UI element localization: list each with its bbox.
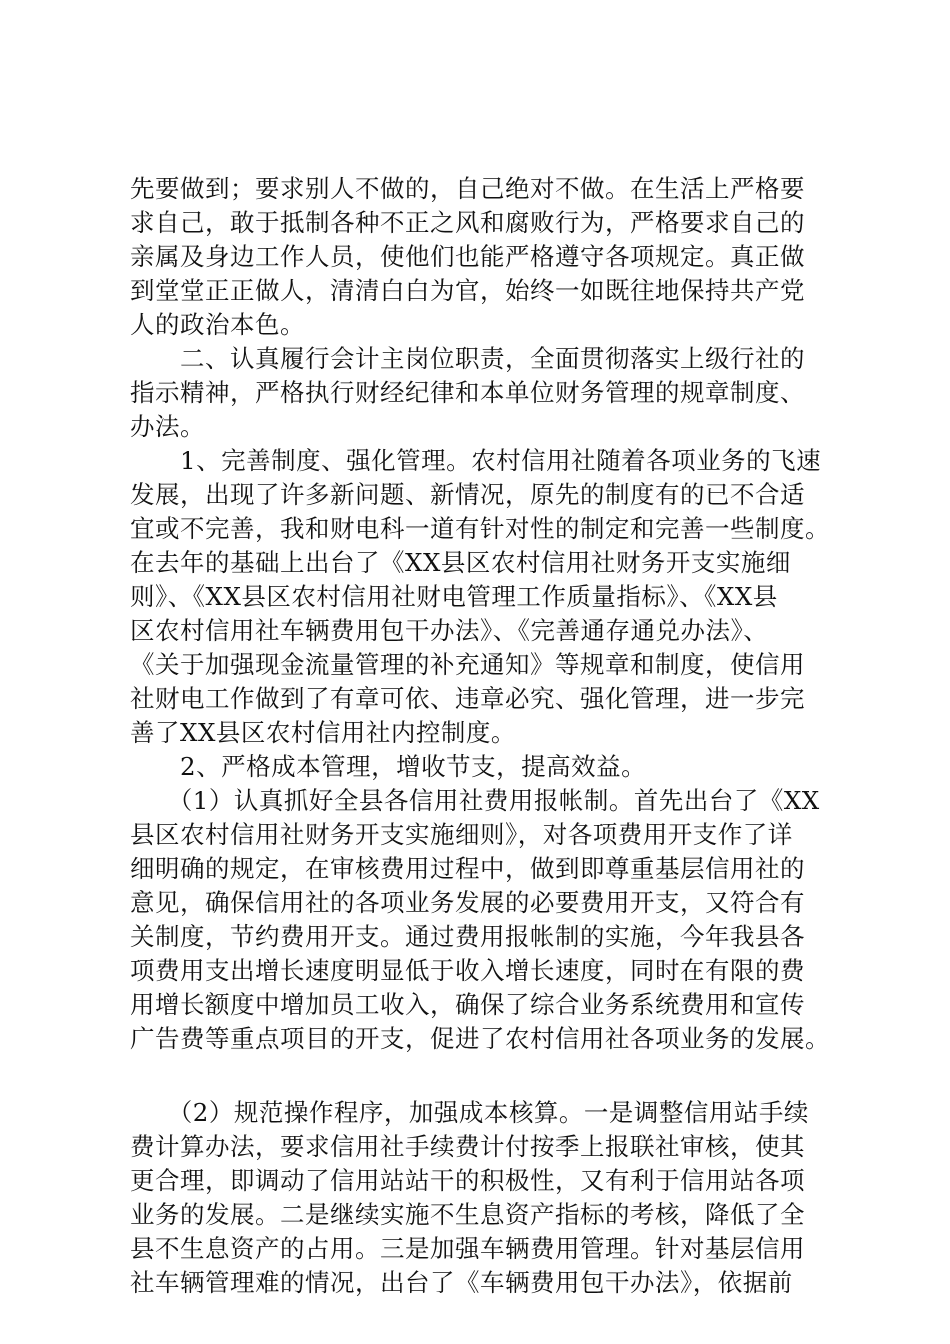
text-line: 广告费等重点项目的开支，促进了农村信用社各项业务的发展。 <box>130 1024 830 1053</box>
text-line: 指示精神，严格执行财经纪律和本单位财务管理的规章制度、 <box>130 378 805 407</box>
text-line: 发展，出现了许多新问题、新情况，原先的制度有的已不合适 <box>130 480 805 509</box>
text-line: 县区农村信用社财务开支实施细则》，对各项费用开支作了详 <box>130 820 793 849</box>
text-line: 社财电工作做到了有章可依、违章必究、强化管理，进一步完 <box>130 684 805 713</box>
text-line: （1）认真抓好全县各信用社费用报帐制。首先出台了《XX <box>130 786 820 815</box>
text-line: 办法。 <box>130 412 205 441</box>
text-line: 求自己，敢于抵制各种不正之风和腐败行为，严格要求自己的 <box>130 208 805 237</box>
text-line: 意见，确保信用社的各项业务发展的必要费用开支，又符合有 <box>130 888 805 917</box>
text-line: 费计算办法，要求信用社手续费计付按季上报联社审核，使其 <box>130 1132 805 1161</box>
text-line: 《关于加强现金流量管理的补充通知》等规章和制度，使信用 <box>130 650 805 679</box>
text-line: 宜或不完善，我和财电科一道有针对性的制定和完善一些制度。 <box>130 514 830 543</box>
text-line: 关制度，节约费用开支。通过费用报帐制的实施，今年我县各 <box>130 922 805 951</box>
section-heading: 二、认真履行会计主岗位职责，全面贯彻落实上级行社的 <box>130 344 805 373</box>
text-line: 先要做到；要求别人不做的，自己绝对不做。在生活上严格要 <box>130 174 805 203</box>
text-line: 则》、《XX县区农村信用社财电管理工作质量指标》、《XX县 <box>130 582 778 611</box>
text-line: 亲属及身边工作人员，使他们也能严格遵守各项规定。真正做 <box>130 242 805 271</box>
text-line: 项费用支出增长速度明显低于收入增长速度，同时在有限的费 <box>130 956 805 985</box>
text-line: 区农村信用社车辆费用包干办法》、《完善通存通兑办法》、 <box>130 616 769 645</box>
text-line: 用增长额度中增加员工收入，确保了综合业务系统费用和宣传 <box>130 990 805 1019</box>
text-line: 到堂堂正正做人，清清白白为官，始终一如既往地保持共产党 <box>130 276 805 305</box>
text-line: 在去年的基础上出台了《XX县区农村信用社财务开支实施细 <box>130 548 791 577</box>
text-line: 业务的发展。二是继续实施不生息资产指标的考核，降低了全 <box>130 1200 805 1229</box>
text-line: 细明确的规定，在审核费用过程中，做到即尊重基层信用社的 <box>130 854 805 883</box>
text-line: 县不生息资产的占用。三是加强车辆费用管理。针对基层信用 <box>130 1234 805 1263</box>
subsection-heading: 2、严格成本管理，增收节支，提高效益。 <box>130 752 647 781</box>
text-line: 更合理，即调动了信用站站干的积极性，又有利于信用站各项 <box>130 1166 805 1195</box>
text-line: 善了XX县区农村信用社内控制度。 <box>130 718 516 747</box>
text-line: 社车辆管理难的情况，出台了《车辆费用包干办法》，依据前 <box>130 1268 793 1297</box>
text-line: （2）规范操作程序，加强成本核算。一是调整信用站手续 <box>130 1098 809 1127</box>
subsection-heading: 1、完善制度、强化管理。农村信用社随着各项业务的飞速 <box>130 446 822 475</box>
text-line: 人的政治本色。 <box>130 310 305 339</box>
